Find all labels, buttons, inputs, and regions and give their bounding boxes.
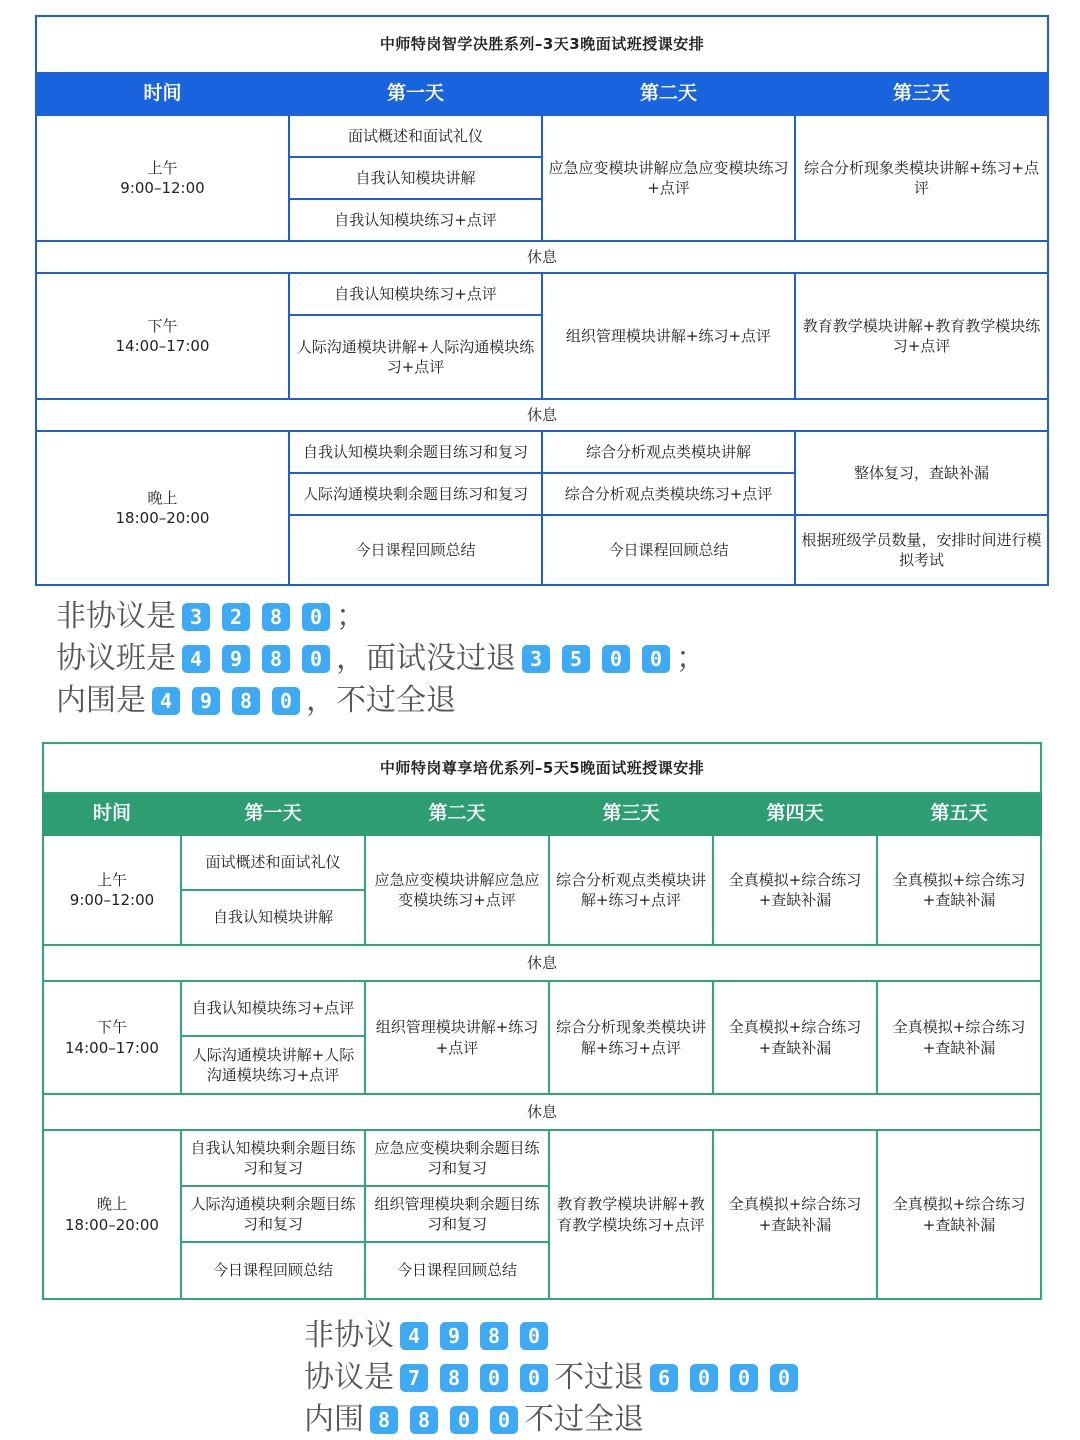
header-day2: 第二天 — [542, 73, 795, 115]
schedule-cell: 自我认知模块讲解 — [289, 157, 542, 199]
pricing-text: 协议班是 — [56, 640, 176, 676]
header-day1: 第一天 — [289, 73, 542, 115]
time-range: 14:00–17:00 — [115, 337, 210, 355]
schedule-cell: 组织管理模块讲解+练习+点评 — [542, 273, 795, 399]
price-digit: 0 — [520, 1322, 548, 1350]
header-day4: 第四天 — [713, 793, 877, 835]
price-digit: 0 — [302, 645, 330, 673]
table-title: 中师特岗智学决胜系列–3天3晚面试班授课安排 — [36, 16, 1048, 73]
price-digit: 8 — [232, 687, 260, 715]
header-day3: 第三天 — [549, 793, 713, 835]
price-digit: 4 — [152, 687, 180, 715]
schedule-cell: 面试概述和面试礼仪 — [181, 835, 365, 890]
pricing-text: ； — [676, 640, 706, 676]
schedule-cell: 今日课程回顾总结 — [542, 515, 795, 585]
pricing-text: 内围是 — [56, 682, 146, 718]
schedule-cell: 人际沟通模块讲解+人际沟通模块练习+点评 — [289, 315, 542, 399]
schedule-table-5day — [42, 742, 1042, 1300]
time-cell-morning — [43, 835, 181, 945]
schedule-cell: 今日课程回顾总结 — [365, 1242, 549, 1299]
schedule-cell: 组织管理模块讲解+练习+点评 — [365, 981, 549, 1094]
schedule-cell: 全真模拟+综合练习+查缺补漏 — [877, 835, 1041, 945]
schedule-cell: 全真模拟+综合练习+查缺补漏 — [713, 835, 877, 945]
schedule-cell: 整体复习，查缺补漏 — [795, 431, 1048, 515]
schedule-cell: 教育教学模块讲解+教育教学模块练习+点评 — [795, 273, 1048, 399]
pricing-line — [56, 596, 366, 636]
header-time: 时间 — [43, 793, 181, 835]
schedule-table-3day — [35, 15, 1049, 586]
time-cell-evening — [36, 431, 289, 585]
schedule-cell: 应急应变模块剩余题目练习和复习 — [365, 1130, 549, 1186]
price-digit: 4 — [182, 645, 210, 673]
pricing-text: 不过退 — [554, 1359, 644, 1395]
schedule-cell: 应急应变模块讲解应急应变模块练习+点评 — [542, 115, 795, 241]
schedule-cell: 自我认知模块练习+点评 — [181, 981, 365, 1036]
header-day5: 第五天 — [877, 793, 1041, 835]
pricing-text: 内围 — [304, 1401, 364, 1437]
pricing-text: 协议是 — [304, 1359, 394, 1395]
schedule-cell: 自我认知模块剩余题目练习和复习 — [181, 1130, 365, 1186]
header-day3: 第三天 — [795, 73, 1048, 115]
price-digits — [364, 1400, 524, 1440]
price-digit: 0 — [602, 645, 630, 673]
schedule-cell: 人际沟通模块讲解+人际沟通模块练习+点评 — [181, 1036, 365, 1094]
price-digit: 8 — [262, 603, 290, 631]
price-digit: 8 — [410, 1406, 438, 1434]
schedule-cell: 根据班级学员数量，安排时间进行模拟考试 — [795, 515, 1048, 585]
price-digits — [176, 597, 336, 637]
rest-row: 休息 — [36, 399, 1048, 431]
price-digit: 0 — [302, 603, 330, 631]
time-cell-afternoon — [36, 273, 289, 399]
price-digit: 6 — [650, 1364, 678, 1392]
pricing-text: ，不过全退 — [306, 682, 456, 718]
time-cell-evening — [43, 1130, 181, 1299]
pricing-line — [304, 1357, 804, 1397]
time-label: 上午 — [96, 870, 127, 889]
pricing-line — [304, 1315, 554, 1355]
price-digits — [394, 1358, 554, 1398]
time-range: 9:00–12:00 — [69, 891, 155, 909]
time-range: 14:00–17:00 — [65, 1038, 159, 1057]
price-digit: 0 — [770, 1364, 798, 1392]
price-digit: 8 — [370, 1406, 398, 1434]
header-time: 时间 — [36, 73, 289, 115]
price-digit: 8 — [440, 1364, 468, 1392]
time-cell-morning — [36, 115, 289, 241]
pricing-text: 不过全退 — [524, 1401, 644, 1437]
price-digit: 0 — [730, 1364, 758, 1392]
price-digit: 0 — [272, 687, 300, 715]
time-cell-afternoon — [43, 981, 181, 1094]
price-digits — [176, 639, 336, 679]
schedule-cell: 综合分析观点类模块讲解+练习+点评 — [549, 835, 713, 945]
schedule-cell: 综合分析观点类模块讲解 — [542, 431, 795, 473]
price-digit: 9 — [222, 645, 250, 673]
rest-row: 休息 — [43, 1094, 1041, 1130]
schedule-cell: 全真模拟+综合练习+查缺补漏 — [877, 1130, 1041, 1299]
pricing-text: ； — [336, 598, 366, 634]
price-digit: 0 — [520, 1364, 548, 1392]
price-digit: 0 — [642, 645, 670, 673]
price-digit: 5 — [562, 645, 590, 673]
price-digit: 3 — [522, 645, 550, 673]
time-label: 晚上 — [96, 1195, 127, 1214]
price-digit: 9 — [440, 1322, 468, 1350]
schedule-cell: 综合分析现象类模块讲解+练习+点评 — [549, 981, 713, 1094]
price-digits — [394, 1316, 554, 1356]
time-label: 下午 — [147, 316, 178, 335]
schedule-cell: 自我认知模块练习+点评 — [289, 199, 542, 241]
price-digits — [644, 1358, 804, 1398]
price-digit: 0 — [490, 1406, 518, 1434]
time-label: 上午 — [147, 158, 178, 177]
price-digit: 9 — [192, 687, 220, 715]
schedule-cell: 全真模拟+综合练习+查缺补漏 — [713, 981, 877, 1094]
time-label: 晚上 — [147, 488, 178, 507]
schedule-cell: 人际沟通模块剩余题目练习和复习 — [181, 1186, 365, 1242]
price-digit: 0 — [450, 1406, 478, 1434]
header-day1: 第一天 — [181, 793, 365, 835]
table-title: 中师特岗尊享培优系列–5天5晚面试班授课安排 — [43, 743, 1041, 793]
schedule-cell: 综合分析观点类模块练习+点评 — [542, 473, 795, 515]
time-range: 18:00–20:00 — [115, 509, 210, 527]
schedule-cell: 自我认知模块讲解 — [181, 890, 365, 945]
price-digit: 8 — [480, 1322, 508, 1350]
schedule-cell: 自我认知模块剩余题目练习和复习 — [289, 431, 542, 473]
schedule-cell: 自我认知模块练习+点评 — [289, 273, 542, 315]
schedule-cell: 面试概述和面试礼仪 — [289, 115, 542, 157]
pricing-text: 非协议是 — [56, 598, 176, 634]
pricing-text: 非协议 — [304, 1317, 394, 1353]
rest-row: 休息 — [36, 241, 1048, 273]
time-range: 18:00–20:00 — [65, 1215, 159, 1234]
pricing-text: ，面试没过退 — [336, 640, 516, 676]
price-digit: 3 — [182, 603, 210, 631]
price-digits — [516, 639, 676, 679]
price-digit: 2 — [222, 603, 250, 631]
price-digit: 8 — [262, 645, 290, 673]
pricing-line — [304, 1399, 644, 1439]
time-label: 下午 — [96, 1018, 127, 1037]
price-digits — [146, 681, 306, 721]
price-digit: 0 — [480, 1364, 508, 1392]
schedule-cell: 全真模拟+综合练习+查缺补漏 — [713, 1130, 877, 1299]
pricing-line — [56, 638, 706, 678]
schedule-cell: 应急应变模块讲解应急应变模块练习+点评 — [365, 835, 549, 945]
schedule-cell: 教育教学模块讲解+教育教学模块练习+点评 — [549, 1130, 713, 1299]
price-digit: 4 — [400, 1322, 428, 1350]
price-digit: 0 — [690, 1364, 718, 1392]
schedule-cell: 综合分析现象类模块讲解+练习+点评 — [795, 115, 1048, 241]
header-day2: 第二天 — [365, 793, 549, 835]
rest-row: 休息 — [43, 945, 1041, 981]
time-range: 9:00–12:00 — [120, 179, 205, 197]
schedule-cell: 全真模拟+综合练习+查缺补漏 — [877, 981, 1041, 1094]
pricing-line — [56, 680, 456, 720]
price-digit: 7 — [400, 1364, 428, 1392]
schedule-cell: 今日课程回顾总结 — [181, 1242, 365, 1299]
schedule-cell: 组织管理模块剩余题目练习和复习 — [365, 1186, 549, 1242]
schedule-cell: 今日课程回顾总结 — [289, 515, 542, 585]
schedule-cell: 人际沟通模块剩余题目练习和复习 — [289, 473, 542, 515]
